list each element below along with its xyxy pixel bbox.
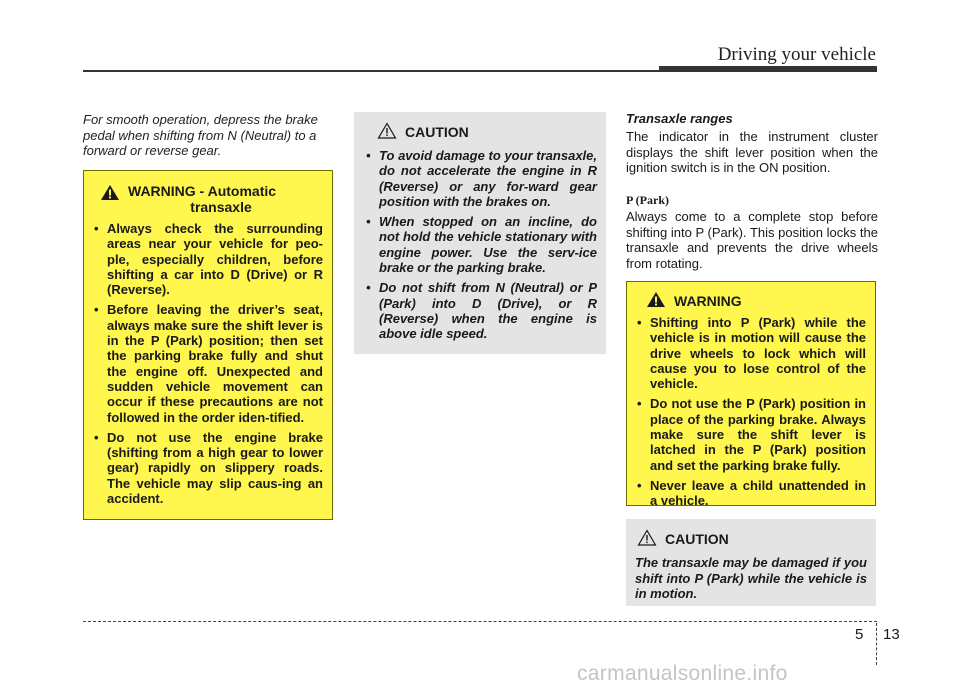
caution-list [365, 148, 597, 342]
warning-triangle-icon [646, 291, 666, 311]
warning-box-park [626, 281, 876, 509]
park-heading: P (Park) [626, 193, 669, 207]
warning-triangle-icon [100, 184, 120, 204]
list-item: • Do not use the engine brake (shifting from a high gear to lower gear) rapidly on slippery roads. The vehicle may slip caus-ing an accident. [93, 430, 323, 506]
footer-rule [83, 621, 877, 622]
header-rule-thick [659, 66, 877, 72]
transaxle-ranges-paragraph: The indicator in the instrument cluster displays the shift lever position when the ignition switch is in the ON position. [626, 129, 878, 175]
caution-triangle-icon [637, 529, 657, 549]
caution-box-transaxle [354, 112, 606, 354]
caution-heading [365, 122, 597, 142]
section-number: 5 [855, 626, 864, 643]
list-item: • Always check the surrounding areas near your vehicle for peo-ple, especially children, before shifting a car into D (Drive) or R (Reverse). [93, 221, 323, 297]
page-number-divider [876, 623, 877, 665]
caution-heading [635, 529, 867, 549]
caution-text: The transaxle may be damaged if you shift into P (Park) while the vehicle is in motion. [635, 555, 867, 601]
caution-title: CAUTION [665, 531, 729, 547]
warning-box-automatic-transaxle [83, 170, 333, 520]
caution-triangle-icon [377, 122, 397, 142]
list-item: • Shifting into P (Park) while the vehicle is in motion will cause the drive wheels to lock which will cause you to lose control of the vehicle. [636, 315, 866, 391]
list-item: • To avoid damage to your transaxle, do not accelerate the engine in R (Reverse) or any for-ward gear position with the brakes on. [365, 148, 597, 209]
watermark: carmanualsonline.info [577, 662, 788, 685]
warning-heading [636, 291, 866, 311]
park-paragraph: Always come to a complete stop before shifting into P (Park). This position locks the transaxle and prevents the drive wheels from rotating. [626, 209, 878, 271]
section-heading-transaxle-ranges: Transaxle ranges [626, 111, 733, 126]
list-item: • Before leaving the driver’s seat, always make sure the shift lever is in the P (Park) position; then set the parking brake fully and shut the engine off. Unexpected and sudden vehicle movement can occur if these precautions are not followed in the order iden-tified. [93, 302, 323, 424]
caution-box-park [626, 519, 876, 606]
warning-subtitle: transaxle [190, 199, 252, 215]
warning-heading [93, 183, 323, 215]
warning-list [636, 315, 866, 509]
header-rule [83, 70, 659, 72]
warning-title: WARNING - Automatic [128, 183, 277, 199]
page-number: 13 [883, 626, 900, 643]
caution-title: CAUTION [405, 124, 469, 140]
chapter-title: Driving your vehicle [717, 44, 876, 65]
list-item: • Do not shift from N (Neutral) or P (Park) into D (Drive), or R (Reverse) when the engine is above idle speed. [365, 280, 597, 341]
list-item: • Do not use the P (Park) position in place of the parking brake. Always make sure the shift lever is latched in the P (Park) position and set the parking brake fully. [636, 396, 866, 472]
warning-title: WARNING [674, 293, 742, 309]
list-item: • Never leave a child unattended in a vehicle. [636, 478, 866, 509]
list-item: • When stopped on an incline, do not hold the vehicle stationary with engine power. Use the serv-ice brake or the parking brake. [365, 214, 597, 275]
warning-list [93, 221, 323, 506]
intro-paragraph: For smooth operation, depress the brake pedal when shifting from N (Neutral) to a forward or reverse gear. [83, 112, 318, 158]
